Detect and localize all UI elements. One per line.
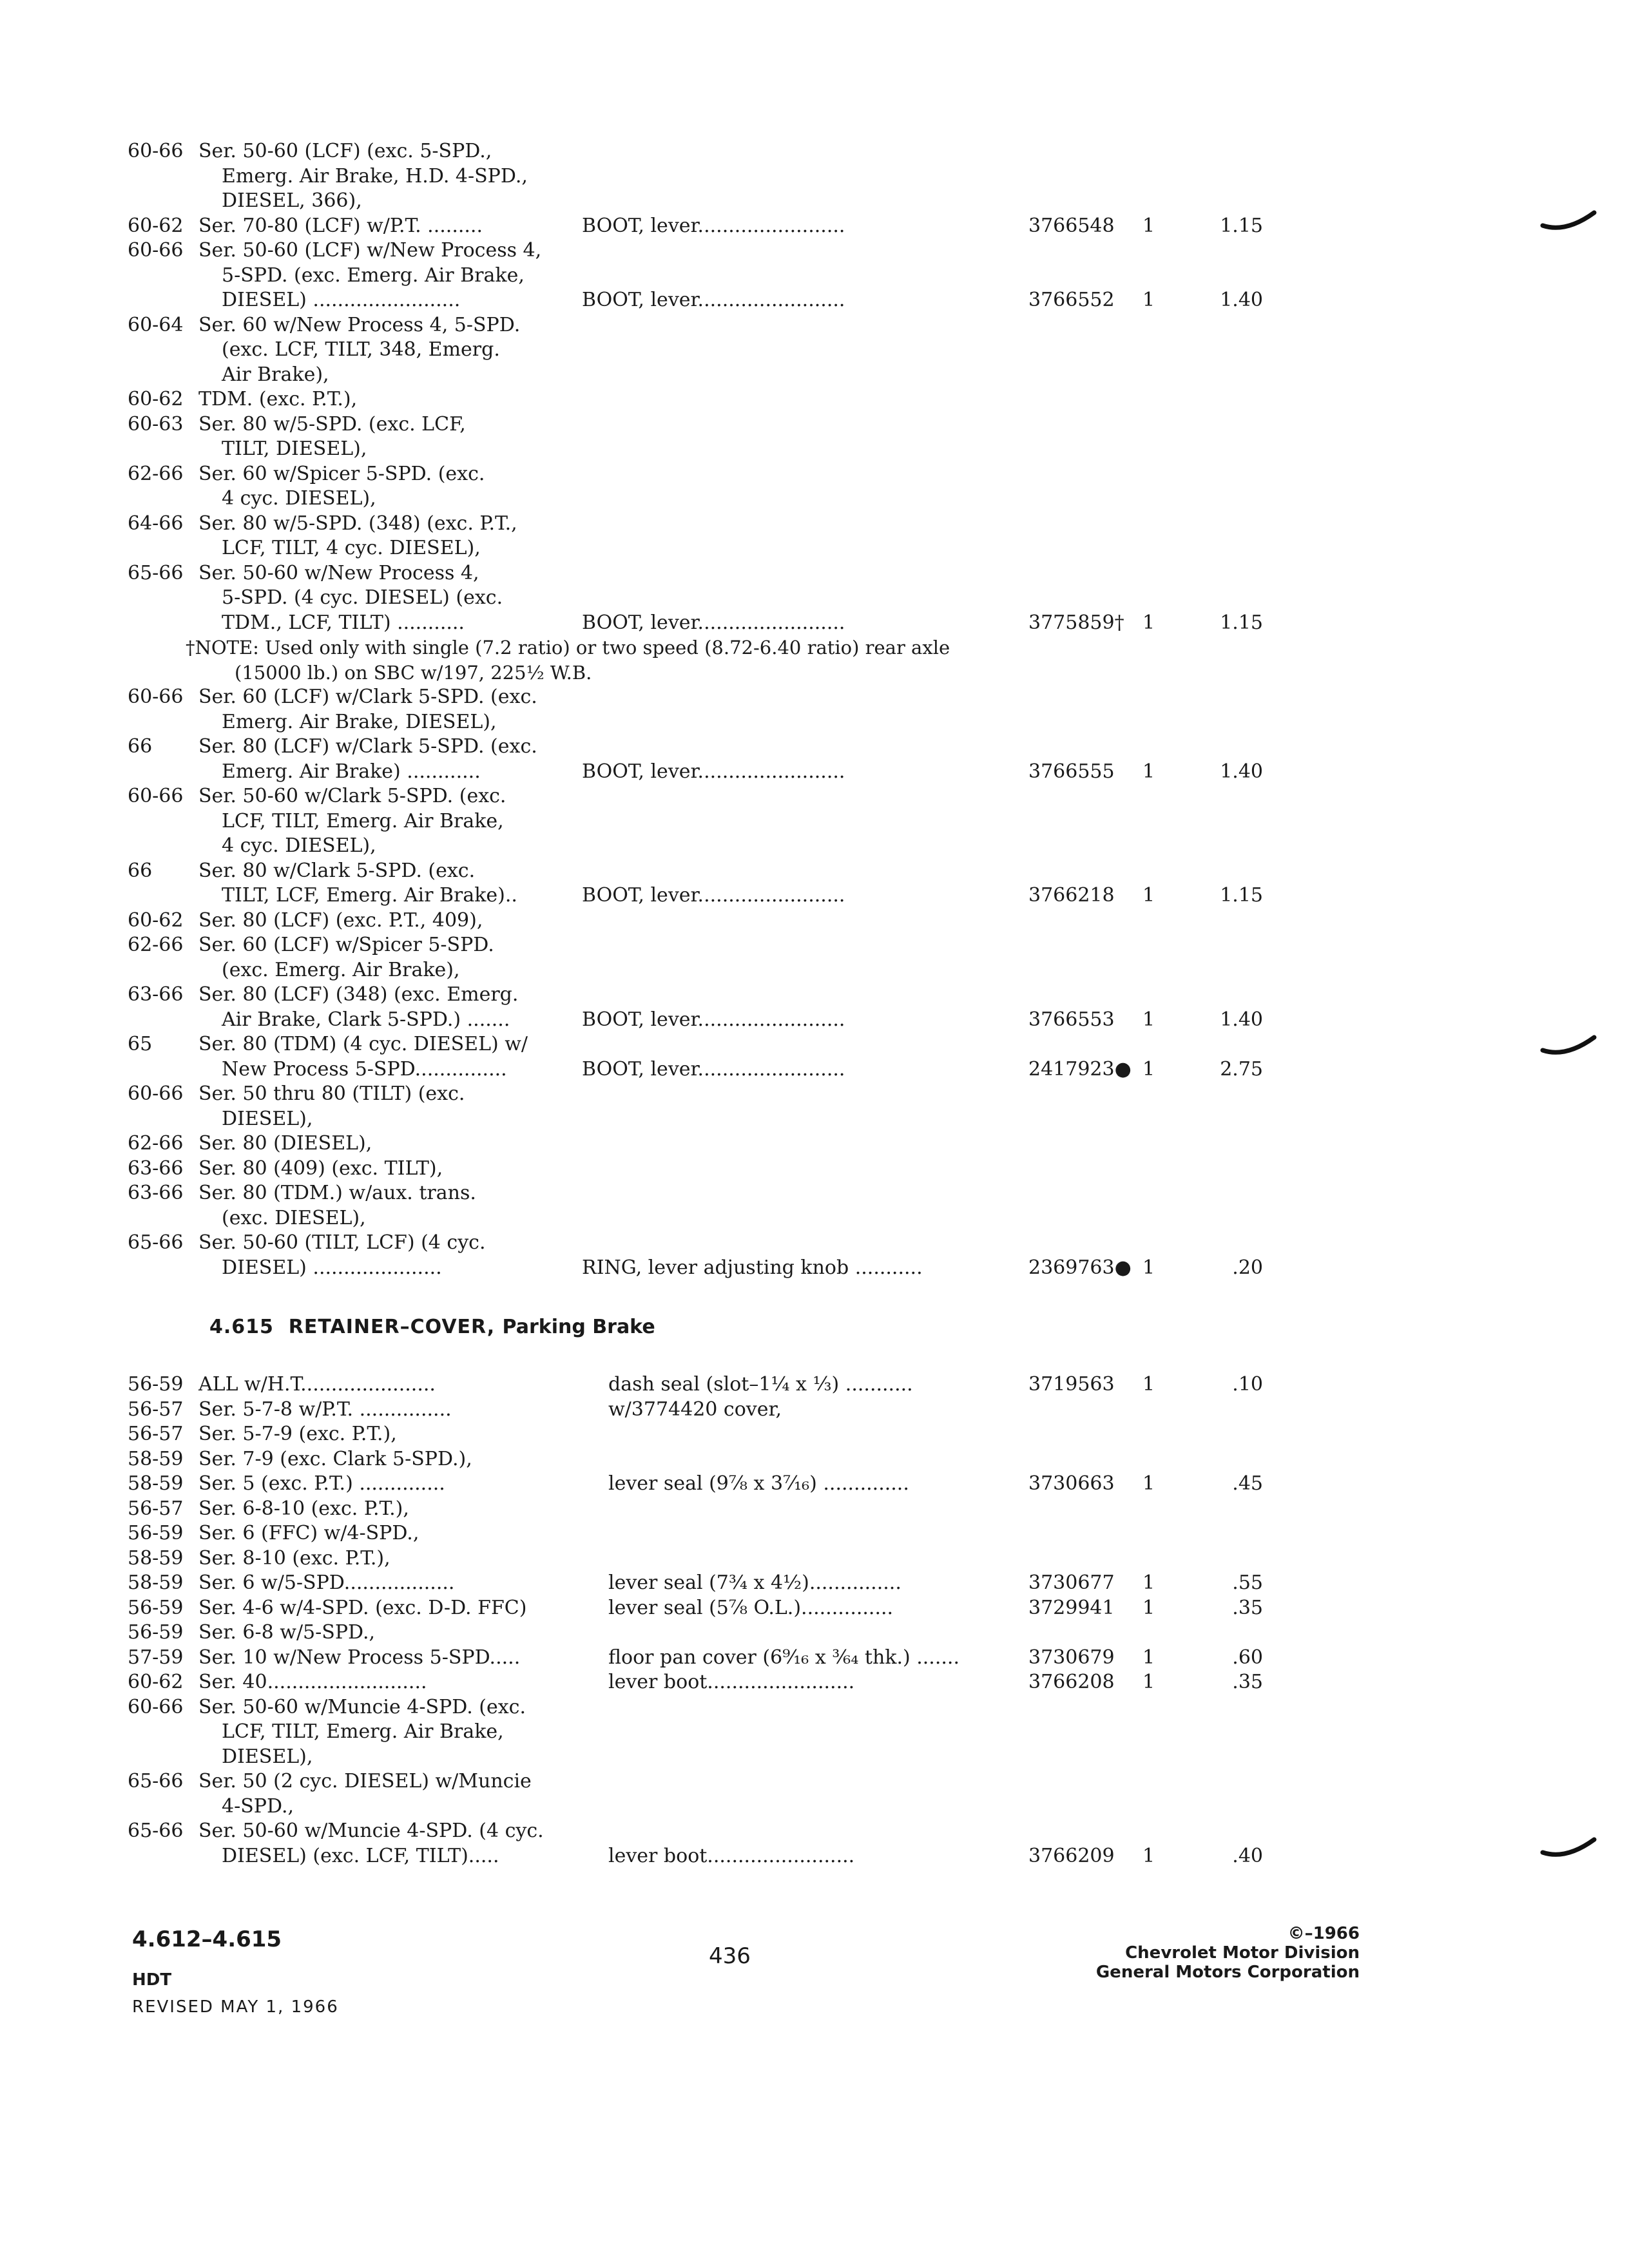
table-row bbox=[0, 1769, 1629, 1794]
application: Ser. 50-60 (LCF) (exc. 5-SPD., bbox=[198, 140, 492, 162]
application: 5-SPD. (4 cyc. DIESEL) (exc. bbox=[222, 586, 503, 609]
table-row bbox=[0, 735, 1629, 760]
part-number: 2369763● bbox=[1028, 1256, 1132, 1279]
application: LCF, TILT, 4 cyc. DIESEL), bbox=[222, 537, 481, 559]
quantity: 1 bbox=[1142, 1596, 1155, 1619]
price: .35 bbox=[1232, 1671, 1263, 1693]
table-row bbox=[0, 1398, 1629, 1423]
table-row bbox=[0, 983, 1629, 1008]
model-years: 58-59 bbox=[128, 1546, 184, 1570]
application: LCF, TILT, Emerg. Air Brake, bbox=[222, 1720, 504, 1743]
application: Ser. 5-7-8 w/P.T. ............... bbox=[198, 1398, 452, 1421]
table-row bbox=[0, 363, 1629, 388]
division-text: Chevrolet Motor Division bbox=[1125, 1943, 1360, 1963]
price: 1.15 bbox=[1220, 214, 1263, 237]
part-description: lever seal (9⅞ x 3⁷⁄₁₆) .............. bbox=[608, 1472, 909, 1495]
table-row bbox=[0, 660, 1629, 686]
price: 2.75 bbox=[1220, 1057, 1263, 1081]
model-years: 60-63 bbox=[128, 412, 184, 436]
quantity: 1 bbox=[1142, 1571, 1155, 1594]
application: LCF, TILT, Emerg. Air Brake, bbox=[222, 809, 504, 832]
quantity: 1 bbox=[1142, 884, 1155, 907]
model-years: 63-66 bbox=[128, 983, 184, 1006]
table-row bbox=[0, 412, 1629, 437]
application: Ser. 5-7-9 (exc. P.T.), bbox=[198, 1423, 397, 1445]
application: Ser. 80 (TDM.) w/aux. trans. bbox=[198, 1182, 476, 1204]
model-years: 57-59 bbox=[128, 1646, 184, 1669]
table-row bbox=[0, 1844, 1629, 1869]
application: Ser. 80 (409) (exc. TILT), bbox=[198, 1157, 443, 1180]
table-row bbox=[0, 635, 1629, 660]
application: DIESEL) ..................... bbox=[222, 1256, 442, 1279]
footer-copyright-block bbox=[1096, 1924, 1360, 1982]
application: TDM. (exc. P.T.), bbox=[198, 388, 358, 410]
application: Ser. 50-60 (TILT, LCF) (4 cyc. bbox=[198, 1231, 486, 1254]
table-row bbox=[0, 834, 1629, 859]
model-years: 58-59 bbox=[128, 1447, 184, 1470]
application: Ser. 80 (TDM) (4 cyc. DIESEL) w/ bbox=[198, 1033, 528, 1055]
table-row bbox=[0, 586, 1629, 611]
application: (exc. LCF, TILT, 348, Emerg. bbox=[222, 338, 500, 361]
model-years: 56-59 bbox=[128, 1522, 184, 1544]
part-description: BOOT, lever........................ bbox=[582, 1008, 845, 1031]
price: .60 bbox=[1232, 1646, 1263, 1669]
application: TDM., LCF, TILT) ........... bbox=[222, 611, 465, 634]
table-row bbox=[0, 214, 1629, 239]
part-number: 3775859† bbox=[1028, 611, 1124, 634]
part-description: BOOT, lever........................ bbox=[582, 611, 845, 634]
price: .45 bbox=[1232, 1472, 1263, 1495]
application: Emerg. Air Brake) ............ bbox=[222, 760, 481, 783]
model-years: 56-59 bbox=[128, 1596, 184, 1619]
application: Air Brake), bbox=[222, 363, 329, 386]
part-description: BOOT, lever........................ bbox=[582, 214, 845, 237]
application: DIESEL) (exc. LCF, TILT)..... bbox=[222, 1844, 499, 1867]
quantity: 1 bbox=[1142, 214, 1155, 237]
binder-mark-3 bbox=[1540, 1833, 1598, 1859]
copyright-text: ©–1966 bbox=[1287, 1924, 1360, 1943]
table-row bbox=[0, 1107, 1629, 1132]
part-description: floor pan cover (6⁹⁄₁₆ x ³⁄₆₄ thk.) ....... bbox=[608, 1646, 959, 1669]
application: Air Brake, Clark 5-SPD.) ....... bbox=[222, 1008, 510, 1031]
corporation-text: General Motors Corporation bbox=[1095, 1963, 1360, 1982]
table-row bbox=[0, 1670, 1629, 1695]
footer-code: HDT bbox=[132, 1970, 172, 1990]
model-years: 56-57 bbox=[128, 1423, 184, 1445]
section-title: RETAINER–COVER, bbox=[288, 1316, 496, 1338]
footnote-text: (15000 lb.) on SBC w/197, 225½ W.B. bbox=[235, 661, 592, 684]
table-row bbox=[0, 1032, 1629, 1057]
table-row bbox=[0, 1422, 1629, 1447]
application: Ser. 60 w/Spicer 5-SPD. (exc. bbox=[198, 462, 485, 485]
table-row bbox=[0, 883, 1629, 908]
table-row bbox=[0, 486, 1629, 512]
price: .40 bbox=[1232, 1844, 1263, 1867]
table-row bbox=[0, 536, 1629, 561]
part-number: 3766555 bbox=[1028, 760, 1115, 783]
table-row bbox=[0, 1620, 1629, 1646]
application: Ser. 50-60 (LCF) w/New Process 4, bbox=[198, 239, 542, 262]
application: Ser. 4-6 w/4-SPD. (exc. D-D. FFC) bbox=[198, 1596, 527, 1619]
model-years: 60-66 bbox=[128, 1695, 184, 1718]
quantity: 1 bbox=[1142, 1373, 1155, 1396]
model-years: 60-62 bbox=[128, 388, 184, 410]
price: 1.15 bbox=[1220, 611, 1263, 634]
part-number: 3730679 bbox=[1028, 1646, 1115, 1669]
table-row bbox=[0, 164, 1629, 189]
price: .10 bbox=[1232, 1373, 1263, 1396]
table-row bbox=[0, 1546, 1629, 1571]
model-years: 60-64 bbox=[128, 313, 184, 336]
table-row bbox=[0, 1571, 1629, 1596]
table-row bbox=[0, 462, 1629, 487]
table-row bbox=[0, 1057, 1629, 1082]
part-description: lever seal (5⅞ O.L.)............... bbox=[608, 1596, 894, 1619]
part-number: 3730663 bbox=[1028, 1472, 1115, 1495]
price: .35 bbox=[1232, 1596, 1263, 1619]
model-years: 66 bbox=[128, 735, 153, 758]
part-description: BOOT, lever........................ bbox=[582, 760, 845, 783]
application: DIESEL), bbox=[222, 1107, 313, 1130]
application: Ser. 70-80 (LCF) w/P.T. ......... bbox=[198, 214, 483, 237]
part-description: lever boot........................ bbox=[608, 1671, 855, 1693]
price: 1.40 bbox=[1220, 760, 1263, 783]
model-years: 56-57 bbox=[128, 1497, 184, 1520]
part-number: 3766552 bbox=[1028, 289, 1115, 311]
application: Ser. 80 w/5-SPD. (exc. LCF, bbox=[198, 412, 466, 436]
table-row bbox=[0, 264, 1629, 289]
application: Ser. 60 w/New Process 4, 5-SPD. bbox=[198, 313, 521, 336]
table-row bbox=[0, 1720, 1629, 1745]
part-number: 2417923● bbox=[1028, 1057, 1132, 1081]
quantity: 1 bbox=[1142, 1057, 1155, 1081]
model-years: 63-66 bbox=[128, 1182, 184, 1204]
model-years: 64-66 bbox=[128, 512, 184, 535]
application: TILT, LCF, Emerg. Air Brake).. bbox=[222, 884, 517, 907]
part-number: 3730677 bbox=[1028, 1571, 1115, 1594]
part-description: dash seal (slot–1¼ x ⅓) ........... bbox=[608, 1373, 913, 1396]
application: ALL w/H.T...................... bbox=[198, 1373, 436, 1396]
application: (exc. DIESEL), bbox=[222, 1206, 366, 1229]
table-row bbox=[0, 1231, 1629, 1256]
model-years: 56-59 bbox=[128, 1621, 184, 1644]
table-row bbox=[0, 1646, 1629, 1671]
application: Ser. 80 (LCF) (exc. P.T., 409), bbox=[198, 908, 483, 932]
model-years: 62-66 bbox=[128, 462, 184, 485]
table-row bbox=[0, 437, 1629, 462]
table-row bbox=[0, 958, 1629, 983]
table-row bbox=[0, 512, 1629, 537]
part-description: w/3774420 cover, bbox=[608, 1398, 782, 1421]
price: 1.15 bbox=[1220, 884, 1263, 907]
application: Ser. 50 thru 80 (TILT) (exc. bbox=[198, 1082, 465, 1105]
application: New Process 5-SPD............... bbox=[222, 1057, 507, 1081]
section-subtitle: Parking Brake bbox=[502, 1316, 655, 1338]
application: Ser. 80 w/Clark 5-SPD. (exc. bbox=[198, 859, 476, 882]
application: Ser. 80 w/5-SPD. (348) (exc. P.T., bbox=[198, 512, 517, 535]
table-row bbox=[0, 710, 1629, 735]
model-years: 60-66 bbox=[128, 686, 184, 708]
table-row bbox=[0, 1008, 1629, 1033]
application: Ser. 6 w/5-SPD.................. bbox=[198, 1571, 455, 1594]
footnote-text: †NOTE: Used only with single (7.2 ratio) or two speed (8.72-6.40 ratio) rear axle bbox=[186, 637, 950, 658]
table-row bbox=[0, 933, 1629, 958]
table-row bbox=[0, 1745, 1629, 1770]
part-description: RING, lever adjusting knob ........... bbox=[582, 1256, 923, 1279]
application: Ser. 50 (2 cyc. DIESEL) w/Muncie bbox=[198, 1770, 532, 1792]
table-row bbox=[0, 189, 1629, 214]
section-heading bbox=[209, 1316, 655, 1338]
table-row bbox=[0, 1819, 1629, 1844]
model-years: 60-66 bbox=[128, 239, 184, 262]
price: .20 bbox=[1232, 1256, 1263, 1279]
application: DIESEL), bbox=[222, 1745, 313, 1768]
model-years: 56-59 bbox=[128, 1373, 184, 1396]
binder-mark-2 bbox=[1540, 1031, 1598, 1057]
table-row bbox=[0, 1596, 1629, 1621]
model-years: 60-66 bbox=[128, 785, 184, 807]
model-years: 66 bbox=[128, 859, 153, 882]
application: Ser. 8-10 (exc. P.T.), bbox=[198, 1546, 390, 1570]
application: Ser. 6 (FFC) w/4-SPD., bbox=[198, 1522, 419, 1544]
part-description: lever seal (7¾ x 4½)............... bbox=[608, 1571, 901, 1594]
quantity: 1 bbox=[1142, 1844, 1155, 1867]
model-years: 62-66 bbox=[128, 1132, 184, 1155]
application: Ser. 5 (exc. P.T.) .............. bbox=[198, 1472, 445, 1495]
footer-section-ref: 4.612–4.615 bbox=[132, 1927, 282, 1952]
application: Emerg. Air Brake, DIESEL), bbox=[222, 710, 497, 733]
application: 5-SPD. (exc. Emerg. Air Brake, bbox=[222, 264, 525, 287]
model-years: 62-66 bbox=[128, 934, 184, 956]
quantity: 1 bbox=[1142, 760, 1155, 783]
table-row bbox=[0, 1794, 1629, 1820]
application: Ser. 60 (LCF) w/Clark 5-SPD. (exc. bbox=[198, 686, 537, 708]
application: (exc. Emerg. Air Brake), bbox=[222, 958, 460, 981]
model-years: 63-66 bbox=[128, 1157, 184, 1180]
quantity: 1 bbox=[1142, 1008, 1155, 1031]
application: TILT, DIESEL), bbox=[222, 437, 367, 460]
part-number: 3719563 bbox=[1028, 1373, 1115, 1396]
model-years: 60-62 bbox=[128, 1671, 184, 1693]
model-years: 60-66 bbox=[128, 1082, 184, 1105]
part-number: 3766209 bbox=[1028, 1844, 1115, 1867]
binder-mark-1 bbox=[1540, 206, 1598, 232]
application: 4 cyc. DIESEL), bbox=[222, 834, 376, 857]
table-row bbox=[0, 685, 1629, 710]
application: Ser. 7-9 (exc. Clark 5-SPD.), bbox=[198, 1447, 472, 1470]
application: Ser. 6-8 w/5-SPD., bbox=[198, 1621, 376, 1644]
table-row bbox=[0, 859, 1629, 884]
application: Ser. 80 (LCF) (348) (exc. Emerg. bbox=[198, 983, 519, 1006]
part-number: 3766208 bbox=[1028, 1671, 1115, 1693]
table-row bbox=[0, 387, 1629, 412]
table-row bbox=[0, 611, 1629, 636]
application: Ser. 50-60 w/Clark 5-SPD. (exc. bbox=[198, 785, 506, 807]
application: Ser. 40.......................... bbox=[198, 1671, 427, 1693]
model-years: 65-66 bbox=[128, 1231, 184, 1254]
application: Ser. 6-8-10 (exc. P.T.), bbox=[198, 1497, 409, 1520]
application: Ser. 10 w/New Process 5-SPD..... bbox=[198, 1646, 521, 1669]
table-row bbox=[0, 1695, 1629, 1720]
application: DIESEL) ........................ bbox=[222, 289, 461, 311]
application: 4 cyc. DIESEL), bbox=[222, 487, 376, 510]
model-years: 60-66 bbox=[128, 140, 184, 162]
application: Ser. 60 (LCF) w/Spicer 5-SPD. bbox=[198, 934, 494, 956]
table-row bbox=[0, 908, 1629, 934]
quantity: 1 bbox=[1142, 1472, 1155, 1495]
application: Ser. 50-60 w/Muncie 4-SPD. (exc. bbox=[198, 1695, 526, 1718]
table-row bbox=[0, 1206, 1629, 1231]
table-row bbox=[0, 313, 1629, 338]
parts-table-retainer bbox=[0, 1372, 1629, 1869]
table-row bbox=[0, 561, 1629, 586]
part-number: 3766218 bbox=[1028, 884, 1115, 907]
table-row bbox=[0, 1447, 1629, 1472]
quantity: 1 bbox=[1142, 611, 1155, 634]
table-row bbox=[0, 1256, 1629, 1281]
section-number: 4.615 bbox=[209, 1316, 274, 1338]
model-years: 65-66 bbox=[128, 1820, 184, 1842]
table-row bbox=[0, 760, 1629, 785]
model-years: 65-66 bbox=[128, 1770, 184, 1792]
application: 4-SPD., bbox=[222, 1794, 294, 1818]
quantity: 1 bbox=[1142, 1671, 1155, 1693]
table-row bbox=[0, 1131, 1629, 1157]
table-row bbox=[0, 288, 1629, 313]
part-number: 3729941 bbox=[1028, 1596, 1115, 1619]
table-row bbox=[0, 139, 1629, 164]
part-description: lever boot........................ bbox=[608, 1844, 855, 1867]
model-years: 60-62 bbox=[128, 214, 184, 237]
page-number: 436 bbox=[709, 1943, 751, 1969]
quantity: 1 bbox=[1142, 1256, 1155, 1279]
quantity: 1 bbox=[1142, 289, 1155, 311]
price: 1.40 bbox=[1220, 289, 1263, 311]
model-years: 65 bbox=[128, 1033, 153, 1055]
part-description: BOOT, lever........................ bbox=[582, 289, 845, 311]
part-description: BOOT, lever........................ bbox=[582, 1057, 845, 1081]
model-years: 65-66 bbox=[128, 561, 184, 584]
table-row bbox=[0, 238, 1629, 264]
model-years: 58-59 bbox=[128, 1472, 184, 1495]
table-row bbox=[0, 1157, 1629, 1182]
model-years: 60-62 bbox=[128, 908, 184, 932]
footer-revised: REVISED MAY 1, 1966 bbox=[132, 1997, 339, 2017]
table-row bbox=[0, 1082, 1629, 1107]
table-row bbox=[0, 809, 1629, 834]
price: .55 bbox=[1232, 1571, 1263, 1594]
application: Ser. 80 (LCF) w/Clark 5-SPD. (exc. bbox=[198, 735, 537, 758]
application: DIESEL, 366), bbox=[222, 189, 362, 212]
model-years: 56-57 bbox=[128, 1398, 184, 1421]
application: Ser. 50-60 w/Muncie 4-SPD. (4 cyc. bbox=[198, 1820, 544, 1842]
application: Ser. 50-60 w/New Process 4, bbox=[198, 561, 479, 584]
table-row bbox=[0, 1521, 1629, 1546]
table-row bbox=[0, 1497, 1629, 1522]
table-row bbox=[0, 338, 1629, 363]
model-years: 58-59 bbox=[128, 1571, 184, 1594]
parts-table-boot bbox=[0, 139, 1629, 1280]
part-number: 3766548 bbox=[1028, 214, 1115, 237]
application: Emerg. Air Brake, H.D. 4-SPD., bbox=[222, 164, 528, 187]
table-row bbox=[0, 1181, 1629, 1206]
part-description: BOOT, lever........................ bbox=[582, 884, 845, 907]
quantity: 1 bbox=[1142, 1646, 1155, 1669]
table-row bbox=[0, 784, 1629, 809]
application: Ser. 80 (DIESEL), bbox=[198, 1132, 372, 1155]
table-row bbox=[0, 1472, 1629, 1497]
price: 1.40 bbox=[1220, 1008, 1263, 1031]
table-row bbox=[0, 1372, 1629, 1398]
part-number: 3766553 bbox=[1028, 1008, 1115, 1031]
